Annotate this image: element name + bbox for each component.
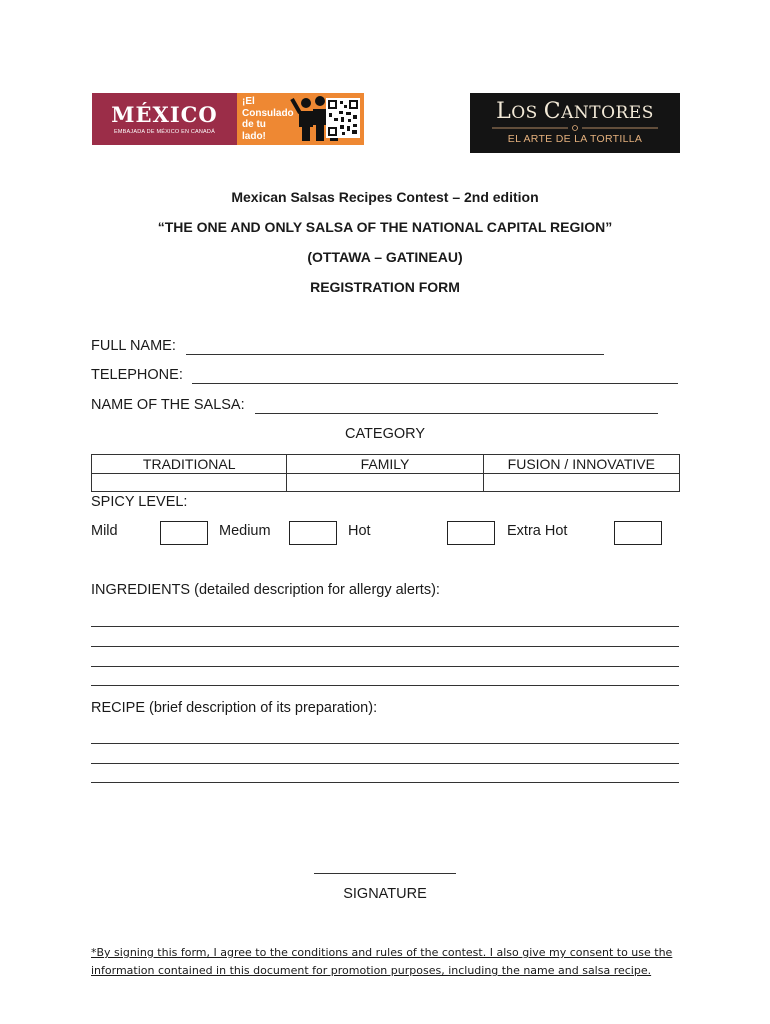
los-cantores-title-cap1: L [496,99,512,124]
ingredients-line-3[interactable] [91,666,679,667]
contest-title: Mexican Salsas Recipes Contest – 2nd edition [231,189,539,205]
ingredients-line-4[interactable] [91,685,679,686]
contest-slogan: “THE ONE AND ONLY SALSA OF THE NATIONAL CAPITAL REGION” [157,219,613,235]
signature-line[interactable] [314,873,456,874]
ornament-divider-icon [492,125,658,131]
contest-region: (OTTAWA – GATINEAU) [307,249,463,265]
category-label: CATEGORY [344,426,426,442]
full-name-line[interactable] [186,354,604,355]
consulado-tagline-line1: ¡El Consulado [242,96,294,119]
form-title: REGISTRATION FORM [310,279,460,295]
mexico-logo-panel [92,93,237,145]
category-family-cell[interactable] [287,474,483,492]
telephone-line[interactable] [192,383,678,384]
los-cantores-logo [470,93,680,153]
los-cantores-title [470,99,680,124]
qr-code-icon [326,98,360,138]
spicy-hot-checkbox[interactable] [447,521,495,545]
consent-note-line1: *By signing this form, I agree to the conditions and rules of the contest. I also give my consent to use the [91,946,673,959]
category-table [91,454,680,492]
spicy-extra-hot-label: Extra Hot [507,523,568,539]
salsa-name-line[interactable] [255,413,658,414]
full-name-label: FULL NAME: [91,338,176,354]
spicy-mild-label: Mild [91,523,118,539]
category-selection-row [92,474,680,492]
los-cantores-title-rest1: OS [511,103,544,123]
spicy-hot-label: Hot [348,523,371,539]
category-family: FAMILY [287,455,483,474]
ingredients-line-1[interactable] [91,626,679,627]
category-fusion: FUSION / INNOVATIVE [483,455,679,474]
ingredients-label: INGREDIENTS (detailed description for allergy alerts): [91,582,440,598]
category-traditional-cell[interactable] [92,474,287,492]
category-fusion-cell[interactable] [483,474,679,492]
category-header-row [92,455,680,474]
recipe-label: RECIPE (brief description of its preparation): [91,700,378,716]
category-traditional: TRADITIONAL [92,455,287,474]
mexico-embassy-logo [92,93,364,145]
recipe-line-2[interactable] [91,763,679,764]
los-cantores-subtitle: EL ARTE DE LA TORTILLA [507,133,643,145]
signature-label: SIGNATURE [343,886,427,902]
spicy-medium-checkbox[interactable] [289,521,337,545]
telephone-label: TELEPHONE: [91,367,183,383]
spicy-medium-label: Medium [219,523,271,539]
spicy-mild-checkbox[interactable] [160,521,208,545]
los-cantores-title-cap2: C [543,99,562,124]
consulado-tagline-line2: de tu lado! [242,119,266,142]
recipe-line-1[interactable] [91,743,679,744]
salsa-name-label: NAME OF THE SALSA: [91,397,245,413]
spicy-level-label: SPICY LEVEL: [91,494,188,510]
mexico-logo-subtitle: EMBAJADA DE MÉXICO EN CANADÁ [114,128,215,135]
consent-note-line2: information contained in this document for promotion purposes, including the name and salsa recipe. [91,964,652,977]
consulado-tagline [237,96,292,142]
mexico-logo-title: MÉXICO [111,101,218,127]
spicy-extra-hot-checkbox[interactable] [614,521,662,545]
consent-note [91,944,681,980]
ingredients-line-2[interactable] [91,646,679,647]
recipe-line-3[interactable] [91,782,679,783]
los-cantores-title-rest2: ANTORES [561,103,654,123]
consulado-logo-panel [237,93,364,145]
